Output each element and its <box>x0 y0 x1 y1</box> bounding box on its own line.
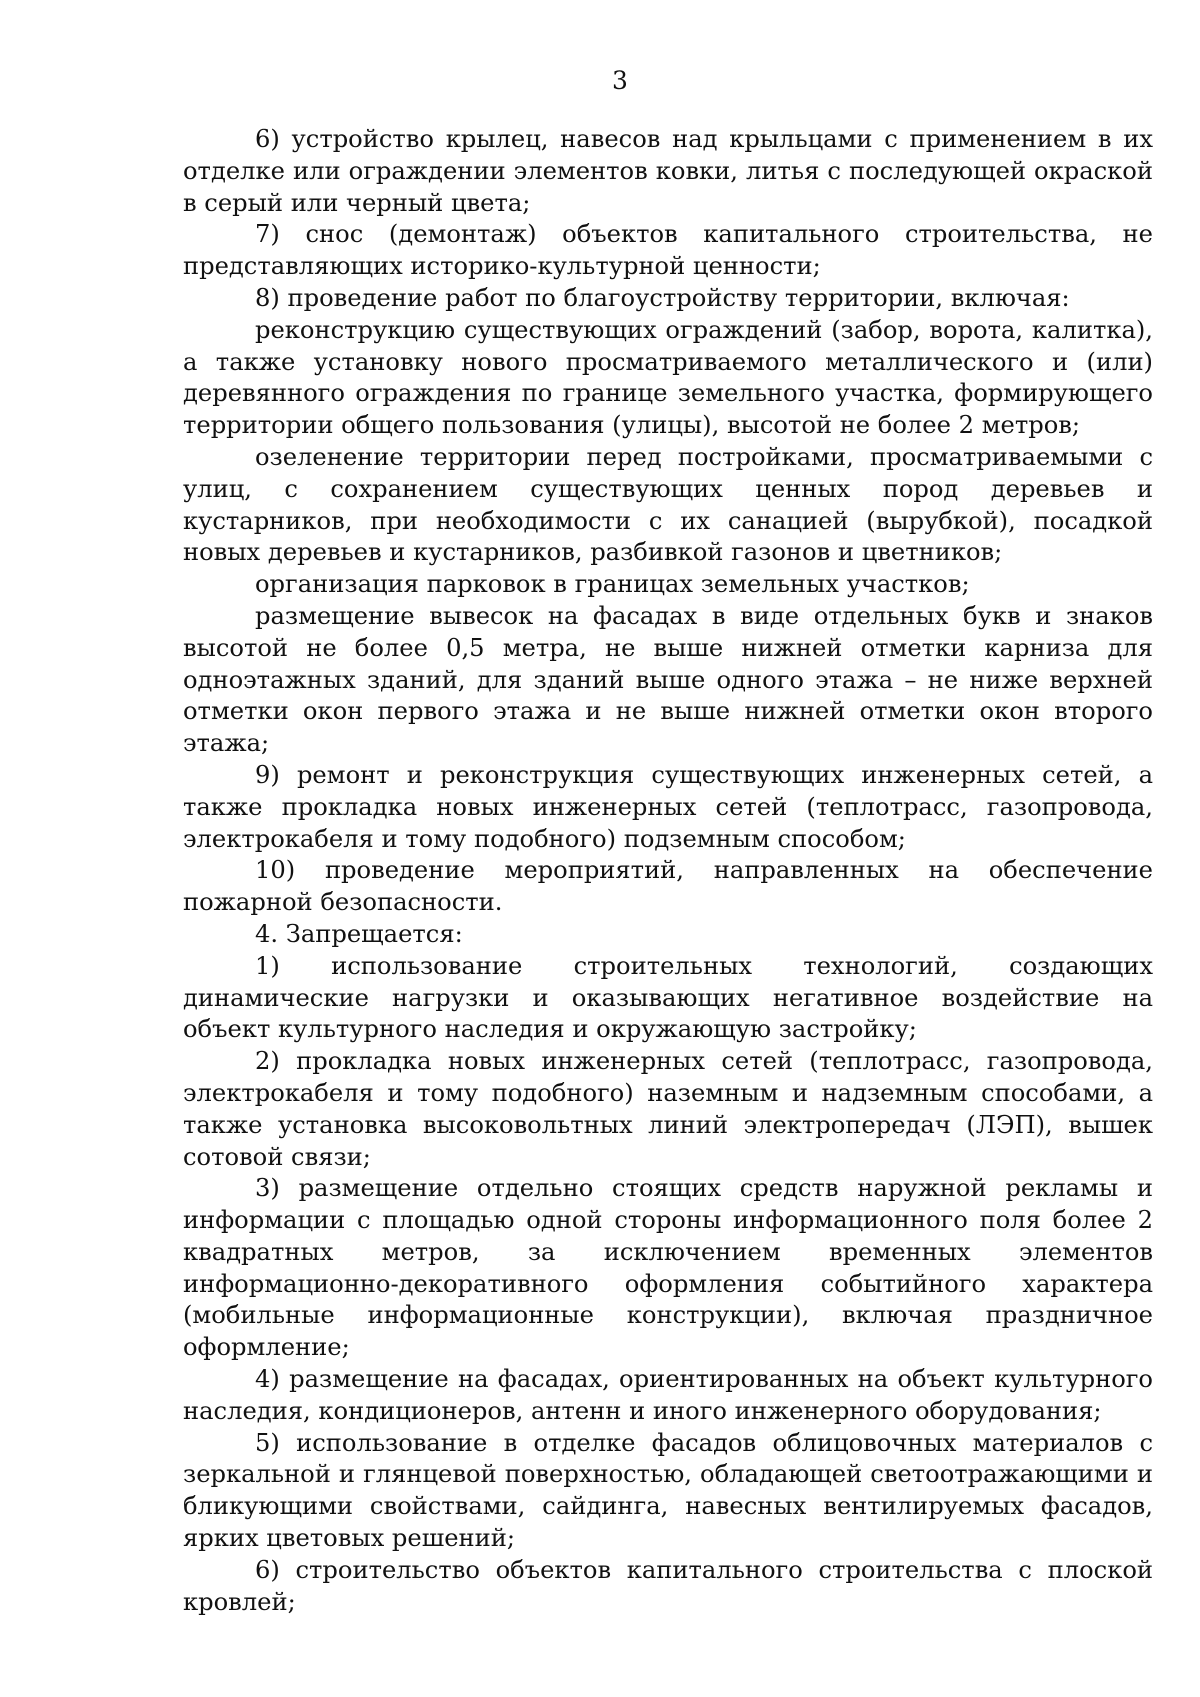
section-heading-prohibited: 4. Запрещается: <box>255 919 463 948</box>
paragraph-prohibited-2: 2) прокладка новых инженерных сетей (теплотрасс, газопровода, электрокабеля и тому подобного) наземным и надземным способами, а также установка высоковольтных линий электропередач (ЛЭП), вышек сотовой связи; <box>183 1047 1153 1171</box>
document-body <box>183 124 1153 1618</box>
paragraph-signboards: размещение вывесок на фасадах в виде отдельных букв и знаков высотой не более 0,5 метра, не выше нижней отметки карниза для одноэтажных зданий, для зданий выше одного этажа – не ниже верхней отметки окон первого этажа и не выше нижней отметки окон второго этажа; <box>183 601 1153 758</box>
paragraph-greening: озеленение территории перед постройками, просматриваемыми с улиц, с сохранением существующих ценных пород деревьев и кустарников, при необходимости с их санацией (вырубкой), посадкой новых деревьев и кустарников, разбивкой газонов и цветников; <box>183 442 1153 567</box>
paragraph-parking: организация парковок в границах земельных участков; <box>255 570 970 599</box>
paragraph-fences: реконструкцию существующих ограждений (забор, ворота, калитка), а также установку нового просматриваемого металлического и (или) деревянного ограждения по границе земельного участка, формирующего территории общего пользования (улицы), высотой не более 2 метров; <box>183 315 1153 440</box>
paragraph-item-6-porches: 6) устройство крылец, навесов над крыльцами с применением в их отделке или ограждении элементов ковки, литья с последующей окраской в серый или черный цвета; <box>183 125 1153 217</box>
paragraph-item-8-landscaping: 8) проведение работ по благоустройству территории, включая: <box>255 283 1070 312</box>
paragraph-prohibited-5: 5) использование в отделке фасадов облицовочных материалов с зеркальной и глянцевой поверхностью, обладающей светоотражающими и бликующими свойствами, сайдинга, навесных вентилируемых фасадов, ярких цветовых решений; <box>183 1428 1153 1553</box>
paragraph-prohibited-4: 4) размещение на фасадах, ориентированных на объект культурного наследия, кондиционеров, антенн и иного инженерного оборудования; <box>183 1365 1153 1425</box>
paragraph-prohibited-1: 1) использование строительных технологий, создающих динамические нагрузки и оказывающих негативное воздействие на объект культурного наследия и окружающую застройку; <box>183 951 1153 1044</box>
paragraph-prohibited-6: 6) строительство объектов капитального строительства с плоской кровлей; <box>183 1555 1153 1616</box>
paragraph-item-7-demolition: 7) снос (демонтаж) объектов капитального строительства, не представляющих историко-культурной ценности; <box>183 220 1153 281</box>
paragraph-prohibited-3: 3) размещение отдельно стоящих средств наружной рекламы и информации с площадью одной стороны информационного поля более 2 квадратных метров, за исключением временных элементов информационно-декоративного оформления событийного характера (мобильные информационные конструкции), включая праздничное оформление; <box>183 1174 1153 1362</box>
paragraph-item-10-fire-safety: 10) проведение мероприятий, направленных на обеспечение пожарной безопасности. <box>183 856 1153 917</box>
page-number: 3 <box>612 66 628 95</box>
paragraph-item-9-networks: 9) ремонт и реконструкция существующих инженерных сетей, а также прокладка новых инженерных сетей (теплотрасс, газопровода, электрокабеля и тому подобного) подземным способом; <box>183 760 1153 853</box>
